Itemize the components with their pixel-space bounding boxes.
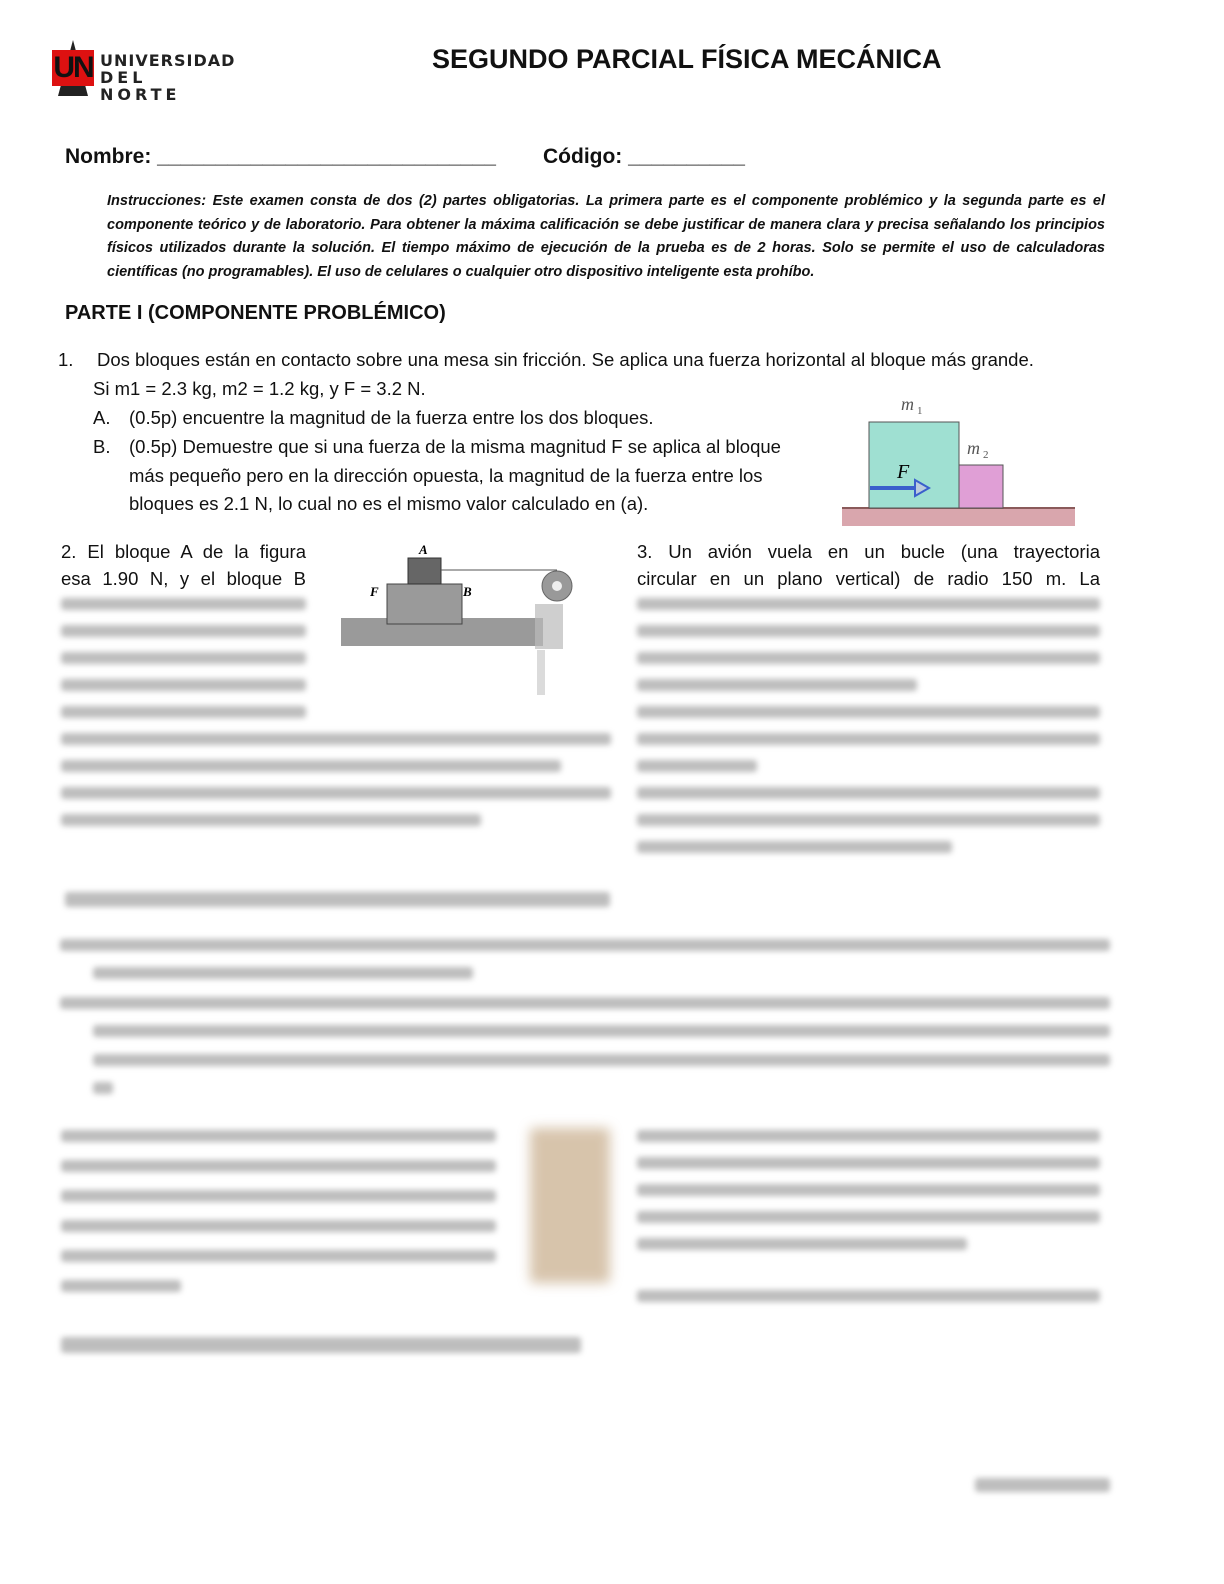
q2-text-2: esa 1.90 N, y el bloque B <box>61 568 306 589</box>
q3-text-2: circular en un plano vertical) de radio 150 m. La <box>637 568 1100 589</box>
logo-mark: UN <box>53 51 93 84</box>
label-m2: m <box>967 438 980 458</box>
q1-data: Si m1 = 2.3 kg, m2 = 1.2 kg, y F = 3.2 N. <box>93 378 426 399</box>
signature-blurred <box>975 1478 1110 1492</box>
exam-title: SEGUNDO PARCIAL FÍSICA MECÁNICA <box>432 44 942 74</box>
q1-a-text: (0.5p) encuentre la magnitud de la fuerza entre los dos bloques. <box>129 407 654 428</box>
label-F: F <box>897 461 910 483</box>
q1-b-text: (0.5p) Demuestre que si una fuerza de la misma magnitud F se aplica al bloque más pequeño pero en la dirección opuesta, la magnitud de la fuerza entre los bloques es 2.1 N, lo cual no es el mismo valor calculado en (a). <box>129 436 781 514</box>
q1-figure <box>835 380 1105 530</box>
svg-text:2: 2 <box>983 449 989 461</box>
q1-number: 1. <box>58 349 74 370</box>
svg-text:F: F <box>370 584 379 599</box>
block-m2 <box>959 465 1003 508</box>
logo-line-1: UNIVERSIDAD <box>100 51 236 70</box>
q1-a-label: A. <box>93 407 111 428</box>
q3-text-1: 3. Un avión vuela en un bucle (una trayectoria <box>637 541 1100 562</box>
q2-text-1: 2. El bloque A de la figura <box>61 541 306 562</box>
name-field: Nombre: _____________________________ <box>65 145 496 168</box>
table-surface <box>842 508 1075 526</box>
svg-text:B: B <box>463 584 472 599</box>
logo-text <box>100 52 235 103</box>
svg-text:1: 1 <box>917 405 923 417</box>
q1-b-label: B. <box>93 436 111 457</box>
block-B <box>387 584 462 624</box>
instructions: Instrucciones: Este examen consta de dos (2) partes obligatorias. La primera parte es el componente problémico y la segunda parte es el componente teórico y de laboratorio. Para obtener la máxima calificación se debe justificar de manera clara y precisa señalando los principios físicos utilizados durante la solución. El tiempo máximo de ejecución de la prueba es de 2 horas. Solo se permite el uso de calculadoras científicas (no programables). El uso de celulares o cualquier otro dispositivo inteligente esta prohíbo. <box>107 193 1105 280</box>
code-field: Código: __________ <box>543 145 745 168</box>
logo-line-2: DEL NORTE <box>100 68 181 104</box>
label-m1: m <box>901 394 914 414</box>
block-A <box>408 558 441 584</box>
q1-text: Dos bloques están en contacto sobre una mesa sin fricción. Se aplica una fuerza horizontal al bloque más grande. <box>97 349 1034 370</box>
university-logo <box>52 40 236 104</box>
svg-text:A: A <box>419 542 428 557</box>
q2-figure <box>335 540 585 695</box>
part1-heading: PARTE I (COMPONENTE PROBLÉMICO) <box>65 302 446 324</box>
